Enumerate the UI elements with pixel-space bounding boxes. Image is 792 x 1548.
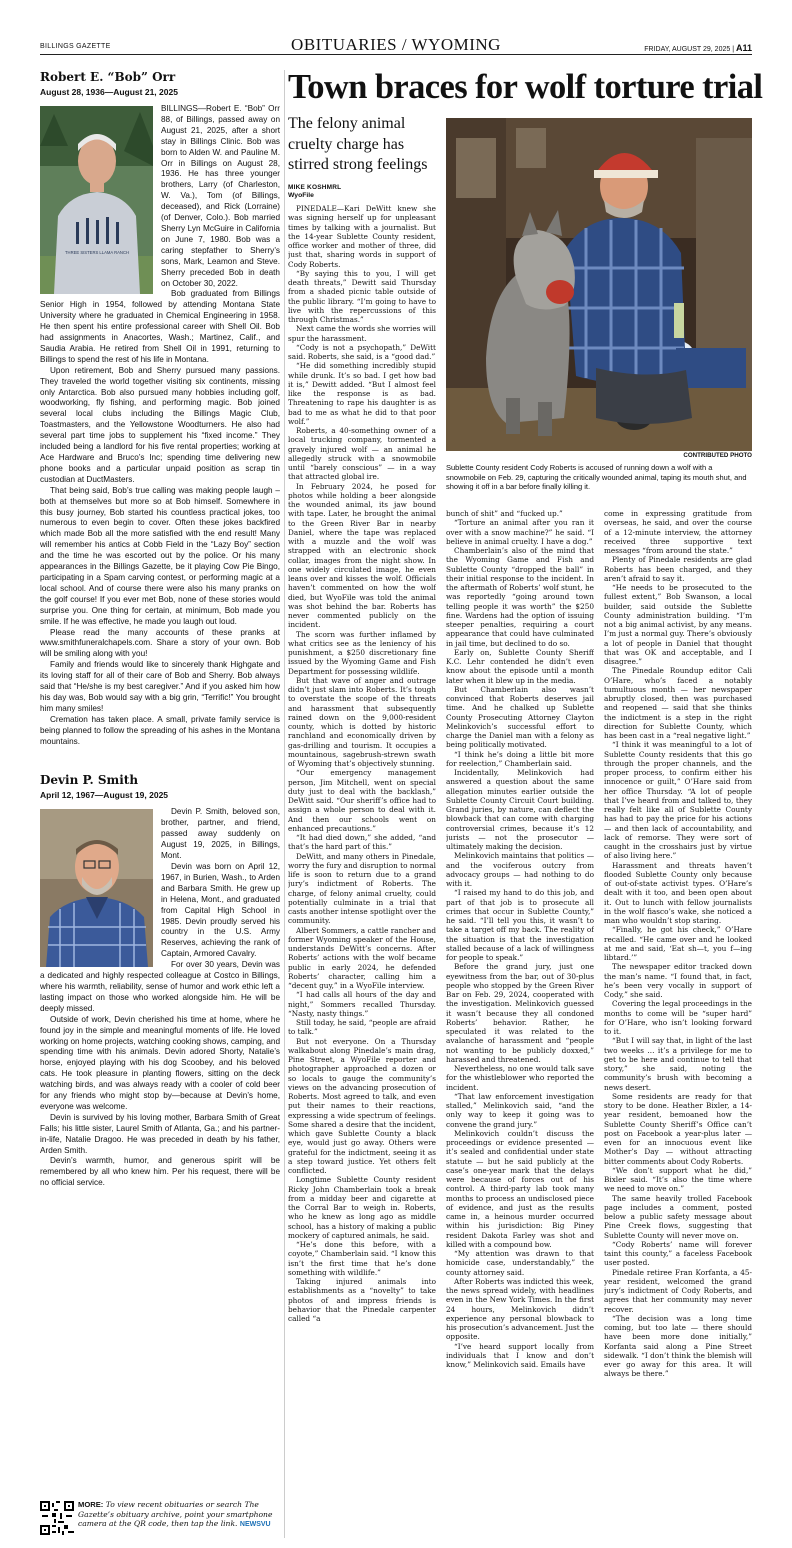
article-paragraph: “It had died down,” she added, “and that’s the hard part of this.” [288, 833, 436, 852]
obituary-name: Devin P. Smith [40, 773, 139, 788]
shirt-print-text: THREE SISTERS LLAMA RANCH [65, 250, 129, 255]
obituary-dates: April 12, 1967—August 19, 2025 [40, 790, 169, 801]
article-paragraph: Before the grand jury, just one eyewitness from the bar, out of 30-plus people who stopped by the Green River Bar on Feb. 29, 2024, cooperated with the investigation. Melinkovich guessed it wasn’t because they all condoned Roberts’ behavior. Rather, he speculated it was related to the avalanche of harassment and “people not wanting to be publicly doxxed,” harassed and threatened. [446, 962, 594, 1064]
article-paragraph: “My attention was drawn to that homicide case, understandably,” the county attorney said. [446, 1249, 594, 1277]
article-paragraph: Pinedale retiree Fran Korfanta, a 45-year resident, welcomed the grand jury’s indictment of Cody Roberts, and agrees that her community may never recover. [604, 1267, 752, 1314]
portrait-man-llama-shirt [40, 106, 153, 294]
article-paragraph: In February 2024, he posed for photos while holding a beer alongside the wounded animal, its jaw bound with tape. Later, he brought the animal to the Green River Bar in nearby Daniel, where the tape was replaced with a muzzle and the wolf was strapped with an electronic shock collar, images from the night show. In one widely circulated image, he even leans over and kisses the wolf. Officials haven’t commented on how the wolf died, but WyoFile was told the animal was shot behind the bar. Roberts has never commented publicly on the incident. [288, 481, 436, 630]
obituary-dates: August 28, 1936—August 21, 2025 [40, 87, 178, 97]
article-paragraph: Some residents are ready for that story to be done. Heather Bixler, a 14-year resident, bemoaned how the Sublette County Sheriff’s Office can’t post on Facebook a year-plus later — even for an innocuous event like Mother’s Day — without attracting bitter comments about Cody Roberts. [604, 1091, 752, 1166]
article-paragraph: Taking injured animals into establishments as a “novelty” to take photos of and impress friends is behavior that the Pinedale carpenter called “a [288, 1277, 436, 1323]
article-paragraph: Still today, he said, “people are afraid to talk.” [288, 1018, 436, 1037]
newsvu-logo[interactable]: NEWSVU [239, 1521, 271, 1529]
article-paragraph: “He needs to be prosecuted to the fullest extent,” Bob Swanson, a local builder, said outside the Sublette County administration building. “I’m not a big animal activist, by any means. I’m just a normal guy. There’s obviously a lot of people in Daniel that thought that was OK and acceptable, and I disagree.” [604, 583, 752, 666]
obituaries-column [40, 70, 280, 1189]
article-paragraph: “By saying this to you, I will get death threats,” Dewitt said Thursday from a shaded picnic table outside of the public library. “I’m going to have to live with the repercussions of this through Christmas.” [288, 268, 436, 324]
obituary-paragraph: Please read the many accounts of these pranks at www.smithfuneralchapels.com. Share a story of your own. Bob will be smiling along with you! [40, 627, 280, 659]
article-paragraph: Longtime Sublette County resident Ricky John Chamberlain took a break from a midday beer and cigarette at the Corral Bar to weigh in. Roberts, who he knew as long ago as middle school, has a history of making a public mockery of captured animals, he said. [288, 1175, 436, 1240]
article-paragraph: “Torture an animal after you ran it over with a snow machine?” he said. “I believe in animal cruelty. I have a dog.” [446, 518, 594, 546]
byline-source: WyoFile [288, 192, 314, 199]
obituary-name: Robert E. “Bob” Orr [40, 70, 176, 84]
obituary-photo-smith [40, 809, 153, 967]
article-paragraph: bunch of shit” and “fucked up.” [446, 509, 563, 518]
article-paragraph: “I think it was meaningful to a lot of Sublette County residents that this go through the proper channels, and the proper process, to confirm either his innocence or guilt,” O’Hare said from her office Thursday. “A lot of people that I’ve heard from and talked to, they really felt like all of Sublette County has had to pay the price for his actions — and then lack of accountability, and lack of remorse. They were sort of caught in the crosshairs just by virtue of also living here.” [604, 740, 752, 861]
obituary-smith [40, 773, 280, 1189]
article-column-3 [604, 509, 752, 1538]
article-paragraph: PINEDALE—Kari DeWitt knew she was signing herself up for unpleasant times by talking with a journalist. But the 14-year Sublette County resident, office worker and mother of three, did just that, sharing words in support of Cody Roberts. [288, 204, 436, 269]
byline-author: MIKE KOSHMRL [288, 184, 342, 191]
article-paragraph: “That law enforcement investigation stalled,” Melinkovich said, “and the only way to keep it going was to convene the grand jury.” [446, 1091, 594, 1129]
obituary-photo-orr [40, 106, 153, 294]
obituary-body [40, 807, 280, 1189]
article-paragraph: Roberts, a 40-something owner of a local trucking company, tormented a gravely injured wolf — an animal he allegedly struck with a snowmobile until “barely conscious” — in a way that attracted global ire. [288, 426, 436, 482]
article-paragraph: “We don’t support what he did,” Bixler said. “It’s also the time where we need to move on.” [604, 1165, 752, 1194]
qr-code-icon[interactable] [40, 1501, 74, 1535]
obituary-paragraph: That being said, Bob’s true calling was making people laugh – both at themselves but more so at Bob himself. Somewhere in this busy journey, Bob started his countless practical jokes, too numerous to even begin to cover. Often these jokes backfired which made Bob all the more satisfied with the end result! Many will remember his antics at Cobb Field in the “Lazy Boy” section and the time he was escorted out by the police. Or his many appearances in the Billings Gazette, be it playing Cow Pie Bingo, participating in a Spam carving contest, or performing magic at a local school. And of course there were also his many pranks on the golf course! If you ever met Bob, none of these stories would surprise you. One thing for certain, at minimum, Bob made you smile. If he was effective, he made you laugh out loud. [40, 485, 280, 626]
article-byline [288, 184, 436, 199]
promo-lead: MORE: [78, 1500, 104, 1509]
obituary-paragraph: Devin P. Smith, beloved son, brother, partner, and friend, passed away suddenly on August 19, 2025, in Billings, Mont. [161, 807, 280, 861]
article-photo [446, 118, 752, 451]
article-paragraph: “Cody Roberts’ name will forever taint this county,” a faceless Facebook user posted. [604, 1239, 752, 1268]
obituary-paragraph: Devin is survived by his loving mother, Barbara Smith of Great Falls; his little sister, Laurel Smith of Atlanta, Ga.; and his partner-in-life, Natalie Dragoo. He was preceded in death by his father, Arden Smith. [40, 1112, 280, 1155]
article-paragraph: Incidentally, Melinkovich had answered a question about the same allegation minutes earlier outside the Sublette County Circuit Court building. Grand juries, by nature, can deflect the blowback that can come with charging controversial crimes, because it’s 12 jurists — not the prosecutor — ultimately making the decision. [446, 768, 594, 851]
obituary-paragraph: Outside of work, Devin cherished his time at home, where he found joy in the simple and meaningful moments of life. He loved working on home projects, watching cooking shows, camping, and spending time with his animals. Devin adored Shorty, Natalie’s horse, enjoyed playing with his dog Scoobey, and his beloved cats. He took pleasure in planting flowers, sitting on the deck watching birds, and was always ready with a cooler of cold beer for any friends who might stop by—because at Devin’s home, everyone was welcome. [40, 1014, 280, 1111]
paper-name: BILLINGS GAZETTE [40, 43, 111, 50]
obituary-paragraph: Upon retirement, Bob and Sherry pursued many passions. They traveled the world together visiting six continents, missing only Antarctica. Bob also pursued many hobbies including golf, woodworking, fly fishing, and performing magic. Bob joined several local clubs including the Billings Magic Club, Toastmasters, and the Yellowstone Woodturners. He also had several part time jobs to supplement his “fixed income.” They included being a landlord for his five rental properties; working at Ace Hardware and Bruco’s Inc; spending time delivering new phone books and a particular unpaid position as scrap tin custodian at DuctMasters. [40, 365, 280, 484]
article-column-2 [446, 509, 594, 1538]
article-paragraph: DeWitt, and many others in Pinedale, worry the fury and disruption to normal life is soon to return due to a grand jury’s indictment of Roberts. The charge, of felony animal cruelty, could potentially culminate in a trial that casts another intense spotlight over the community. [288, 851, 436, 926]
article-paragraph: The same heavily trolled Facebook page includes a comment, posted below a public safety message about Pine Creek flows, suggesting that Sublette County will never move on. [604, 1193, 752, 1240]
obituary-paragraph: Cremation has taken place. A small, private family service is being planned to follow the spreading of his ashes in the Montana mountains. [40, 714, 280, 746]
promo-text [78, 1500, 278, 1530]
article-paragraph: Harassment and threats haven’t flooded Sublette County only because of out-of-state activist types. O’Hare’s dealt with it too, and been open about it. Out to lunch with fellow journalists in the wolf fiasco’s wake, she noticed a man who wouldn’t stop staring. [604, 860, 752, 925]
obituary-paragraph: BILLINGS—Robert E. “Bob” Orr 88, of Billings, passed away on August 21, 2025, after a short stay in Billings Clinic. Bob was born to Alden W. and Pauline M. Orr in Billings on August 28, 1936. He has three younger brothers, Larry (of Charleston, W. Va.), Tom (of Billings, deceased), and Rick (Lorraine) (of Denver, Colo.). Bob married Sherry Lyn McGuire in California on June 7, 1980. Bob was a caring stepfather to Sherry’s sons, Mark, Leamon and Steve. Sherry preceded Bob in death on October 30, 2022. [161, 104, 280, 288]
section-title: OBITUARIES / WYOMING [291, 35, 501, 54]
article-paragraph: Covering the legal proceedings in the months to come will be “super hard” for O’Hare, who isn’t looking forward to it. [604, 999, 752, 1036]
article-paragraph: The newspaper editor tracked down the man’s name. “I found that, in fact, he’s been very vocally in support of Cody,” she said. [604, 962, 752, 999]
article-deck: The felony animal cruelty charge has stirred strong feelings [288, 115, 428, 173]
article-paragraph: “I think he’s doing a little bit more for reelection,” Chamberlain said. [446, 749, 594, 768]
obituary-paragraph: Devin was born on April 12, 1967, in Burien, Wash., to Arden and Barbara Smith. He grew up in Helena, Mont., and graduated from Capital High School in 1985. Devin proudly served his country in the U.S. Army Reserves, achieving the rank of Captain, Armored Cavalry. [161, 862, 280, 959]
obituary-body [40, 104, 280, 747]
masthead [40, 33, 752, 55]
article-paragraph: Plenty of Pinedale residents are glad Roberts has been charged, and they aren’t afraid to say it. [604, 555, 752, 583]
obituary-paragraph: Devin’s warmth, humor, and generous spirit will be remembered by all who knew him. Per his request, there will be no official service. [40, 1156, 280, 1188]
article-paragraph: “The decision was a long time coming, but too late — there should have been more done initially,” Korfanta said along a Pine Street sidewalk. “I don’t think the blemish will ever go away for this area. It will always be there.” [604, 1313, 752, 1379]
portrait-man-plaid-shirt [40, 809, 153, 967]
article-paragraph: “I had calls all hours of the day and night,” Sommers recalled Thursday. “Nasty, nasty things.” [288, 990, 436, 1018]
article-paragraph: The Pinedale Roundup editor Cali O’Hare, who’s faced a notably tumultuous month — her newspaper abruptly closed, then was purchased and reopened — said that she thinks the indictment is a step in the right direction for Sublette County, which has been cast in a “real negative light.” [604, 666, 752, 740]
obituary-paragraph: For over 30 years, Devin was a dedicated and highly respected colleague at Costco in Billings, where his warmth, reliability, sense of humor and work ethic left a lasting impact on those who worked alongside him. He will be deeply missed. [40, 960, 280, 1013]
article-paragraph: “Finally, he got his check,” O’Hare recalled. “He came over and he looked at me and said, ‘Eat sh—t, you f—ing libtard.’” [604, 925, 752, 962]
column-divider [284, 70, 285, 1538]
article-paragraph: Next came the words she worries will spur the harassment. [288, 324, 436, 343]
article-paragraph: Nevertheless, no one would talk save for the whistleblower who reported the incident. [446, 1064, 594, 1092]
article-paragraph: Melinkovich maintains that politics — and the vociferous outcry from advocacy groups — had nothing to do with it. [446, 851, 594, 888]
article-paragraph: But Chamberlain also wasn’t convinced that Roberts deserves jail time. And he chalked up Sublette County Prosecuting Attorney Clayton Melinkovich’s successful effort to charge the Daniel man with a felony as being politically motivated. [446, 684, 594, 750]
date-page: FRIDAY, AUGUST 29, 2025 | A11 [644, 43, 752, 53]
article-paragraph: Chamberlain’s also of the mind that the Wyoming Game and Fish and Sublette County “dropped the ball” in their initial response to the incident. In the aftermath of Roberts’ wolf stunt, he was reportedly “going around town telling people it was worth” the $250 fine. Wardens had the option of issuing steeper penalties, requiring a court appearance that could have culminated in jail time, but declined to do so. [446, 546, 594, 648]
photo-caption: Sublette County resident Cody Roberts is accused of running down a wolf with a snowmobile on Feb. 29, capturing the critically wounded animal, taping its mouth shut, and showing it off in a bar before finally killing it. [446, 463, 747, 492]
article-column-1 [288, 204, 436, 1538]
article-paragraph: Albert Sommers, a cattle rancher and former Wyoming speaker of the House, understands DeWitt’s concerns. After Roberts’ actions with the wolf became public in early 2024, he defended Roberts’ character, calling him a “decent guy,” in a WyoFile interview. [288, 925, 436, 990]
article-paragraph: “But I will say that, in light of the last two weeks … it’s a privilege for me to get to be here and continue to tell that story,” she said, noting the community’s brush with becoming a news desert. [604, 1036, 752, 1092]
article-paragraph: “He did something incredibly stupid while drunk. It’s so bad. I get how bad it is,” Dewitt added. “But I almost feel like the response is as bad. Threatening to rape his daughter is as bad to me as what he did to that poor wolf.” [288, 361, 436, 426]
article-paragraph: “Cody is not a psychopath,” DeWitt said. Roberts, she said, is a “good dad.” [288, 342, 436, 361]
article-paragraph: Melinkovich couldn’t discuss the proceedings or evidence presented — it’s sealed and confidential under state statute — but he said publicly at the case’s one-year mark that the delays were because of forces out of his control. A third-party lab took many months to process an undisclosed piece of evidence, and just as the results came in, a heinous murder occurred within his jurisdiction: Big Piney resident Dakota Farley was shot and killed with a compound bow. [446, 1128, 594, 1249]
obituary-paragraph: Bob graduated from Billings Senior High in 1954, followed by attending Montana State University where he graduated in Chemical Engineering in 1958. He then spent his entire professional career with Shell Oil. Bob had assignments in Anacortes, Wash.; Martinez, Calif., and Saudia Arabia. He retired from Shell Oil in 1991, returning to Billings to spend the rest of his life in Montana. [40, 289, 280, 364]
article-paragraph: “I raised my hand to do this job, and part of that job is to prosecute all crimes that occur in Sublette County,” he said. “I’ll tell you this, it wasn’t to take a target off my back. The reality of the situation is that the investigation stalled because of a lack of willingness for people to speak.” [446, 888, 594, 962]
obituary-paragraph: Family and friends would like to sincerely thank Highgate and its loving staff for all of their care of Bob and Sherry. Bob always said that “He/she is my best caregiver.” And if you asked him how his day was, Bob would say with a big grin, “Terrific!” You brought him many smiles! [40, 660, 280, 713]
article-paragraph: But not everyone. On a Thursday walkabout along Pinedale’s main drag, Pine Street, a WyoFile reporter and photographer approached a dozen or so locals to gauge the community’s views on the advancing prosecution of Roberts. Most agreed to talk, and even put their names to their reactions, expressing a wide spectrum of feelings. Some shared a desire that the incident, which gave Sublette County a black eye, would just go away. Others were grateful for the indictment, seeing it as a step toward justice. Yet others felt conflicted. [288, 1036, 436, 1175]
photo-man-with-wolf [446, 118, 752, 451]
photo-credit: CONTRIBUTED PHOTO [683, 452, 752, 459]
article-paragraph: After Roberts was indicted this week, the news spread widely, with headlines even in the New York Times. In the first 24 hours, Melinkovich didn’t experience any personal blowback to his prosecution’s advancement. Just the opposite. [446, 1276, 594, 1342]
article-paragraph: The scorn was further inflamed by what critics see as the leniency of his punishment, a $250 discretionary fine issued by the Wyoming Game and Fish Department for possessing wildlife. [288, 629, 436, 676]
article-paragraph: “I’ve heard support locally from individuals that I know and don’t know,” Melinkovich said. Emails have [446, 1341, 594, 1369]
issue-date: FRIDAY, AUGUST 29, 2025 [644, 46, 731, 53]
obituary-archive-promo [40, 1498, 280, 1538]
article-paragraph: But that wave of anger and outrage didn’t just slam into Roberts. It’s tough to overstate the scope of the threats and harassment that subsequently rained down on the 9,000-resident county, which is dotted by historic ranchland and economically driven by gas-drilling and tourism. It occupies a mountainous, sagebrush-strewn swath of Wyoming that’s objectively stunning. [288, 675, 436, 768]
promo-body: To view recent obituaries or search The Gazette’s obituary archive, point your smartphone camera at the QR code, then tap the link. [78, 1500, 273, 1529]
obituary-orr [40, 70, 280, 747]
article-paragraph: “He’s done this before, with a coyote,” Chamberlain said. “I know this isn’t the first time that he’s done something with wildlife.” [288, 1240, 436, 1277]
article-paragraph: come in expressing gratitude from overseas, he said, and over the course of a 12-minute interview, the attorney received three supportive text messages “from around the state.” [604, 509, 752, 555]
article-paragraph: Early on, Sublette County Sheriff K.C. Lehr contended he didn’t even know about the episode until a month later when it blew up in the media. [446, 647, 594, 685]
page-number: A11 [735, 43, 752, 53]
article-paragraph: “Our emergency management person, Jim Mitchell, went on special duty just to deal with the backlash,” DeWitt said. “Our sheriff’s office had to assign a whole person to deal with it. And then our schools went on enhanced precautions.” [288, 768, 436, 833]
article-headline: Town braces for wolf torture trial [288, 68, 763, 106]
